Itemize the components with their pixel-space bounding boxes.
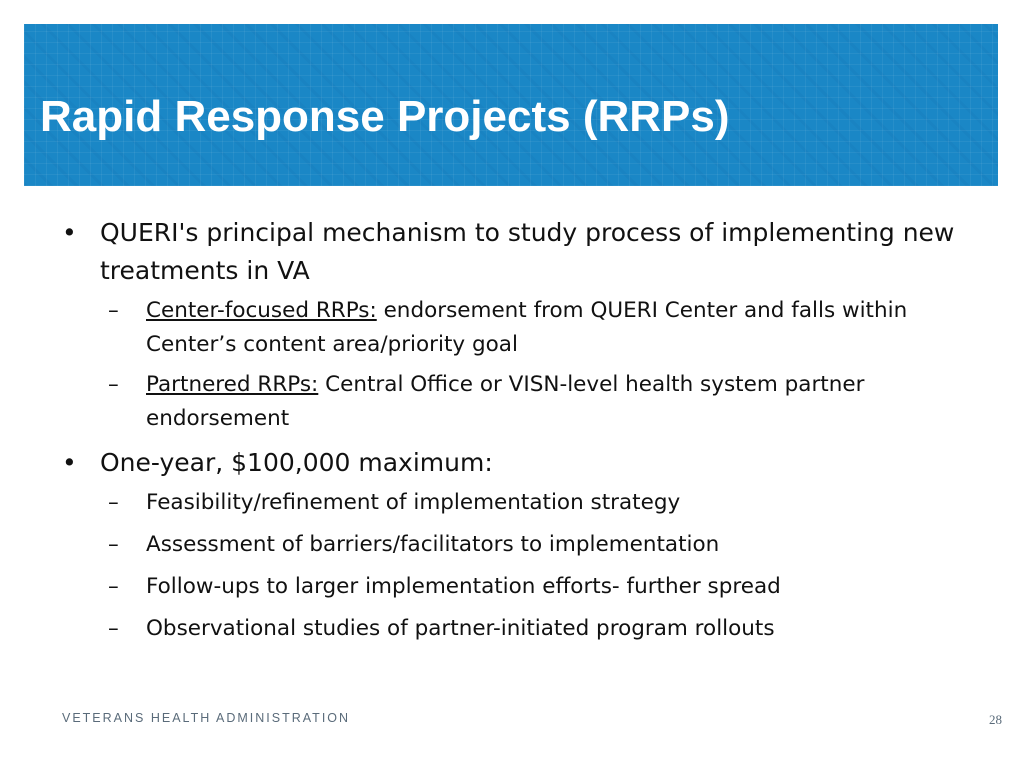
bullet-item — [62, 444, 982, 646]
sub-bullet-item — [100, 486, 982, 520]
sub-bullet-text: Feasibility/refinement of implementation strategy — [146, 490, 681, 515]
sub-bullet-item — [100, 528, 982, 562]
sub-bullet-list — [100, 486, 982, 646]
bullet-item — [62, 214, 982, 436]
dash-icon: – — [108, 372, 119, 397]
sub-bullet-text: Follow-ups to larger implementation efforts- further spread — [146, 574, 781, 599]
sub-bullet-item — [100, 612, 982, 646]
dash-icon: – — [108, 490, 119, 515]
bullet-icon: • — [62, 448, 77, 477]
page-number: 28 — [989, 712, 1002, 727]
bullet-icon: • — [62, 218, 77, 247]
sub-bullet-text: Assessment of barriers/facilitators to implementation — [146, 532, 720, 557]
sub-bullet-text: Central Office or VISN-level health system partner endorsement — [146, 372, 865, 431]
dash-icon: – — [108, 574, 119, 599]
sub-bullet-item — [100, 368, 982, 436]
sub-bullet-text: endorsement from QUERI Center and falls within Center’s content area/priority goal — [146, 298, 908, 357]
bullet-text: One-year, $100,000 maximum: — [100, 448, 493, 477]
slide-title: Rapid Response Projects (RRPs) — [40, 92, 730, 141]
dash-icon: – — [108, 616, 119, 641]
sub-bullet-item — [100, 570, 982, 604]
footer-organization: VETERANS HEALTH ADMINISTRATION — [62, 711, 351, 725]
dash-icon: – — [108, 298, 119, 323]
sub-bullet-text: Observational studies of partner-initiated program rollouts — [146, 616, 775, 641]
sub-bullet-item — [100, 294, 982, 362]
sub-bullet-label: Partnered RRPs: — [146, 372, 319, 397]
bullet-text: QUERI's principal mechanism to study process of implementing new treatments in VA — [100, 218, 955, 285]
sub-bullet-label: Center-focused RRPs: — [146, 298, 377, 323]
dash-icon: – — [108, 532, 119, 557]
bullet-list — [62, 214, 982, 654]
sub-bullet-list — [100, 294, 982, 436]
